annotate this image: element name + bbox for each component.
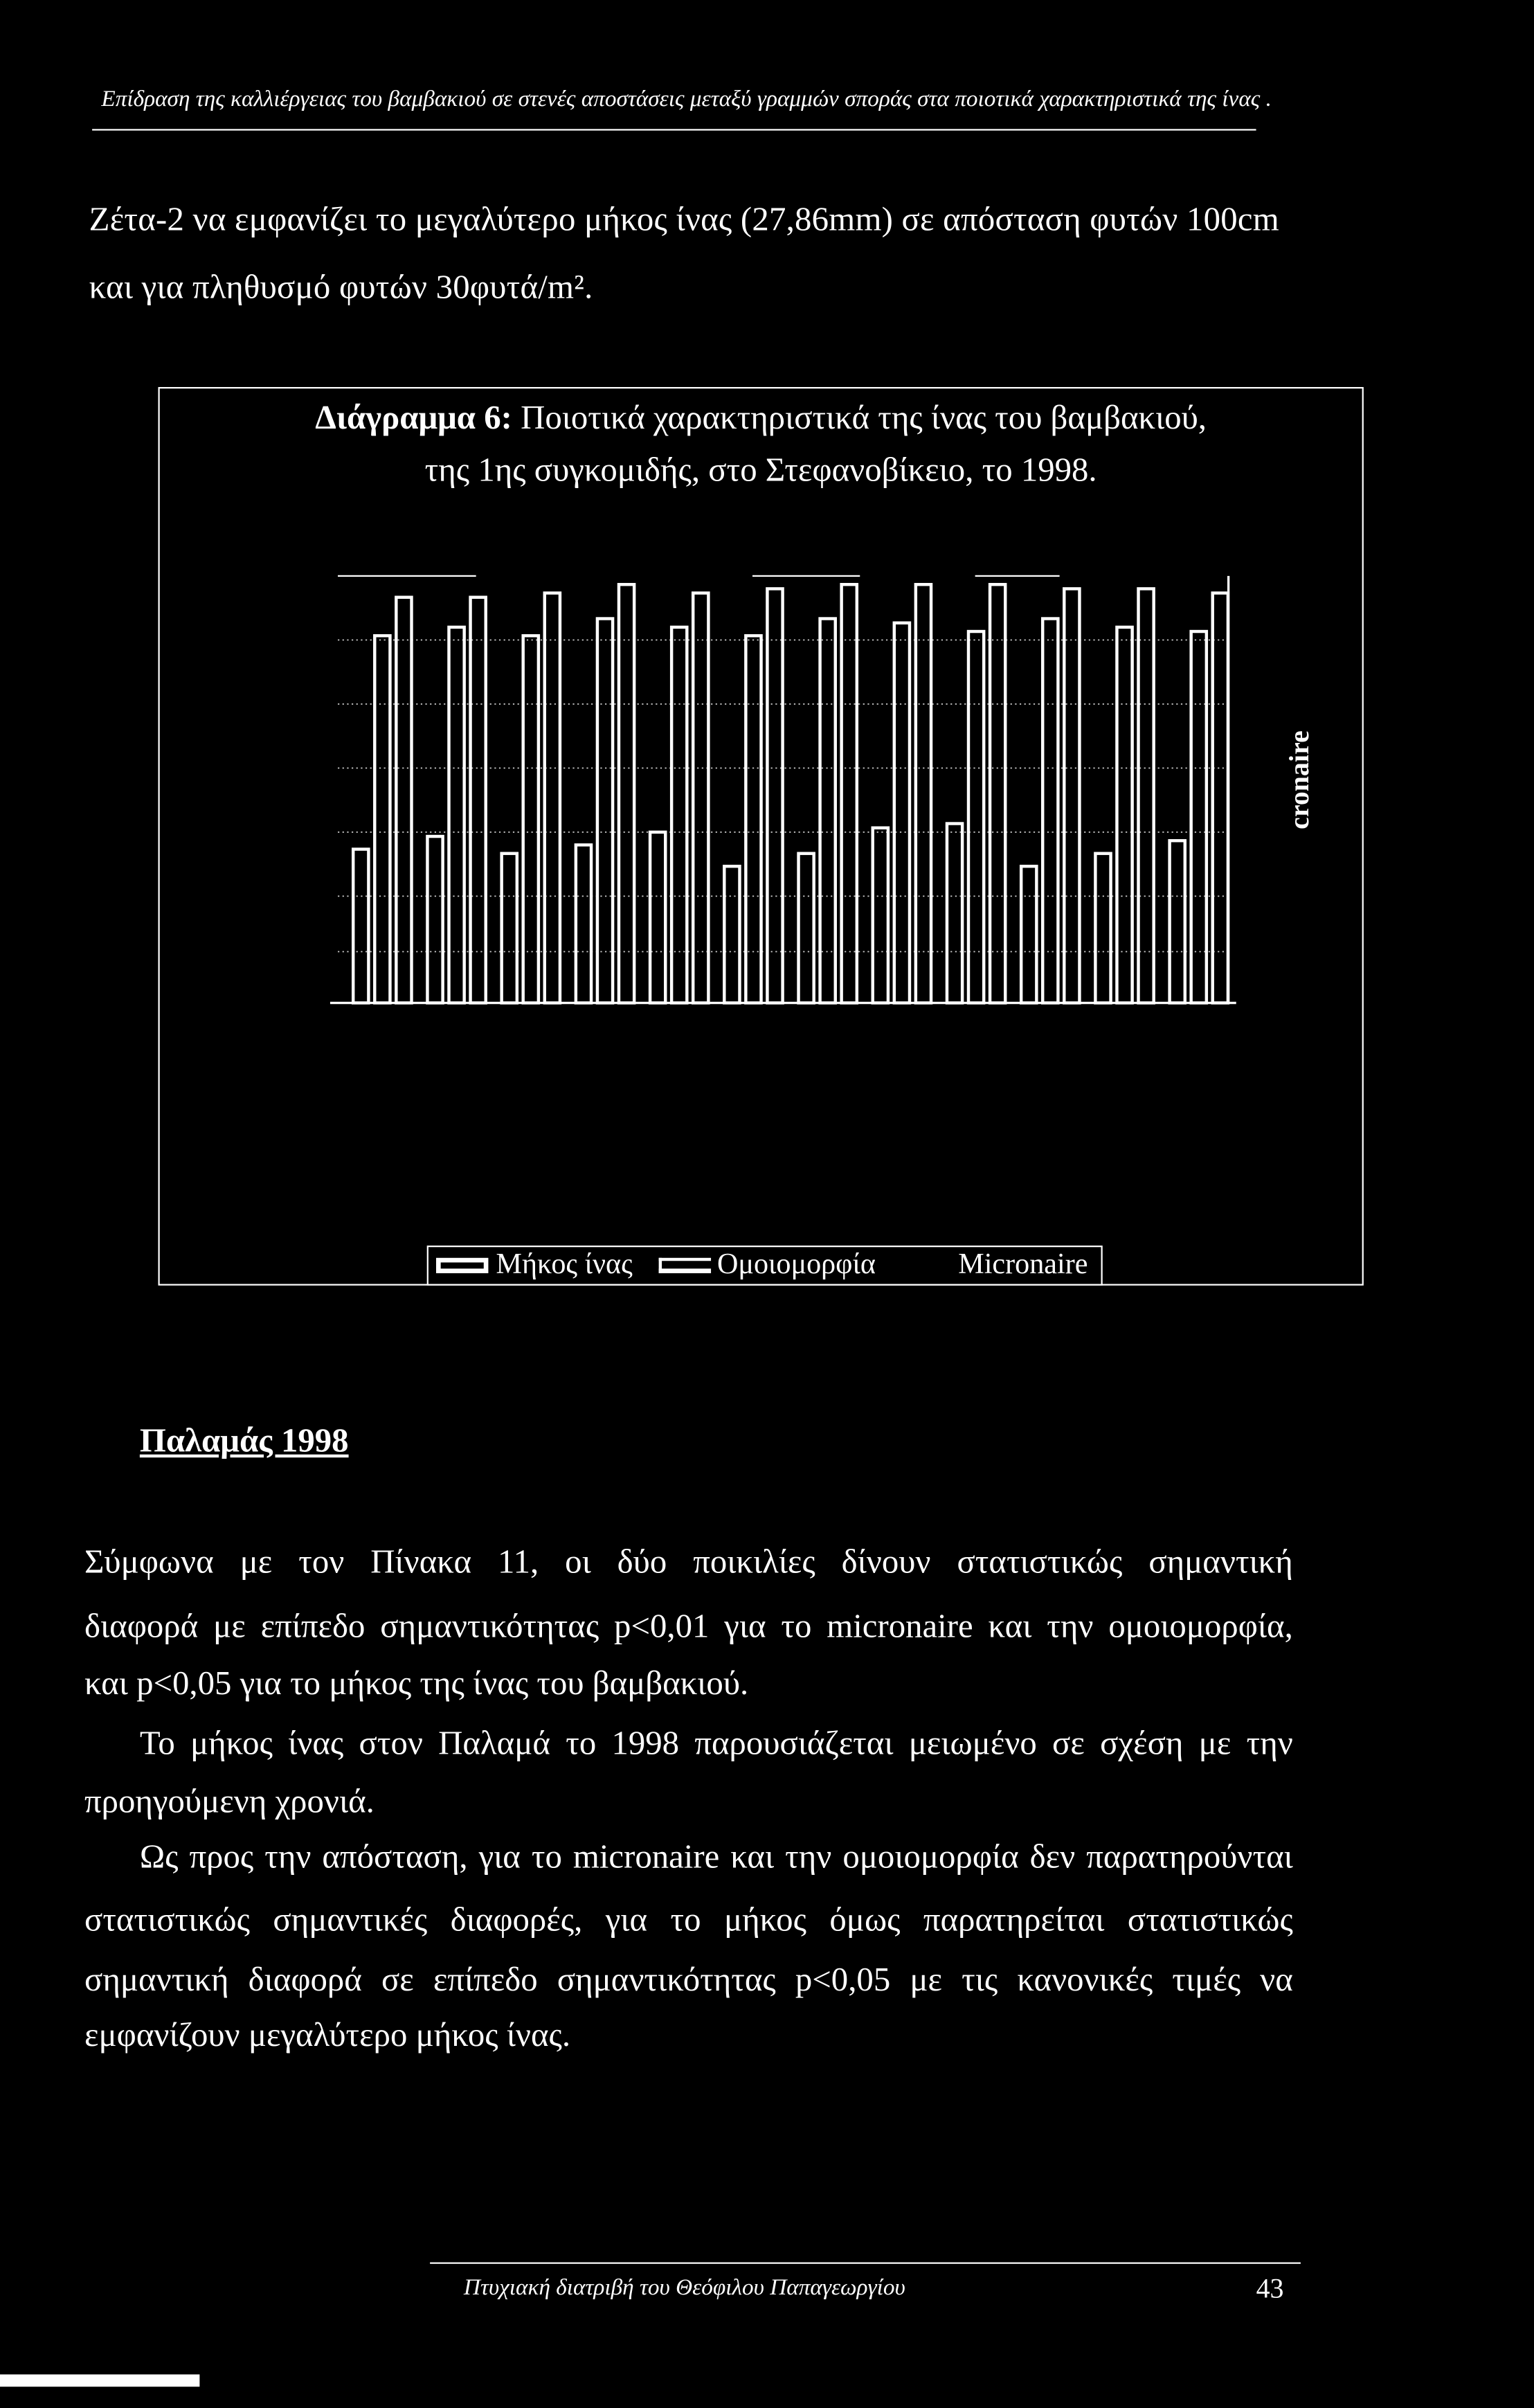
paragraph-1-line-1: Σύμφωνα με τον Πίνακα 11, οι δύο ποικιλίες δίνουν στατιστικώς σημαντική (84, 1542, 1293, 1581)
bar-0-0 (353, 850, 368, 1003)
chart-legend (427, 1246, 1103, 1286)
legend-label-micronaire: Micronaire (958, 1248, 1088, 1282)
paragraph-1-line-3: και p<0,05 για το μήκος της ίνας του βαμβακιού. (84, 1663, 749, 1702)
paragraph-1-line-2: διαφορά με επίπεδο σημαντικότητας p<0,01 για το micronaire και την ομοιομορφία, (84, 1606, 1293, 1645)
legend-swatch-length (436, 1258, 488, 1273)
bar-2-0 (396, 597, 411, 1003)
bar-1-10 (1117, 627, 1132, 1003)
bar-1-9 (1043, 619, 1058, 1003)
figure-title-line-2: της 1ης συγκομιδής, στο Στεφανοβίκειο, το 1998. (424, 449, 1097, 489)
bar-1-0 (375, 636, 390, 1003)
figure-title-label: Διάγραμμα 6: (315, 397, 512, 436)
bar-1-6 (820, 619, 836, 1003)
bar-1-11 (1191, 631, 1207, 1003)
scan-edge-mark (0, 2374, 199, 2387)
bar-2-8 (990, 584, 1005, 1003)
bar-2-1 (471, 597, 486, 1003)
bar-1-4 (671, 627, 687, 1003)
bar-0-3 (576, 845, 591, 1003)
bar-0-9 (1021, 866, 1036, 1003)
bar-2-6 (842, 584, 857, 1003)
bar-0-1 (427, 836, 442, 1003)
bar-1-7 (894, 623, 910, 1003)
bar-0-2 (502, 854, 517, 1003)
bar-0-11 (1170, 841, 1185, 1003)
footer-text: Πτυχιακή διατριβή του Θεόφιλου Παπαγεωργίου (463, 2276, 905, 2301)
legend-label-uniformity: Ομοιομορφία (716, 1248, 876, 1282)
paragraph-3-line-4: εμφανίζουν μεγαλύτερο μήκος ίνας. (84, 2015, 571, 2054)
paragraph-3-line-1: Ως προς την απόσταση, για το micronaire και την ομοιομορφία δεν παρατηρούνται (139, 1837, 1293, 1876)
legend-swatch-uniformity (659, 1258, 711, 1273)
bar-2-7 (916, 584, 931, 1003)
bar-2-9 (1064, 588, 1079, 1003)
bar-0-7 (873, 828, 888, 1003)
paragraph-2-line-1: Το μήκος ίνας στον Παλαμά το 1998 παρουσιάζεται μειωμένο σε σχέση με την (139, 1723, 1293, 1762)
bar-1-1 (449, 627, 464, 1003)
bar-0-8 (947, 824, 962, 1003)
paragraph-3-line-2: στατιστικώς σημαντικές διαφορές, για το μήκος όμως παρατηρείται στατιστικώς (84, 1900, 1293, 1939)
bar-0-5 (724, 866, 739, 1003)
footer-rule (430, 2263, 1301, 2264)
bar-2-4 (693, 593, 708, 1003)
y-axis-side-label: cronaire (1283, 730, 1315, 829)
running-header: Επίδραση της καλλιέργειας του βαμβακιού σε στενές αποστάσεις μεταξύ γραμμών σποράς στα ποιοτικά χαρακτηριστικά της ίνας . (101, 87, 1272, 112)
bar-1-5 (746, 636, 761, 1003)
bar-0-4 (650, 832, 665, 1003)
bar-1-8 (968, 631, 984, 1003)
figure-title-rest: Ποιοτικά χαρακτηριστικά της ίνας του βαμβακιού, (512, 397, 1207, 436)
section-heading: Παλαμάς 1998 (139, 1420, 349, 1459)
intro-line-1: Ζέτα-2 να εμφανίζει το μεγαλύτερο μήκος ίνας (27,86mm) σε απόσταση φυτών 100cm (89, 199, 1279, 238)
page-number: 43 (1256, 2273, 1284, 2304)
bar-2-3 (619, 584, 634, 1003)
bar-2-2 (545, 593, 560, 1003)
legend-label-length: Μήκος ίνας (496, 1248, 633, 1282)
paragraph-3-line-3: σημαντική διαφορά σε επίπεδο σημαντικότητας p<0,05 με τις κανονικές τιμές να (84, 1959, 1293, 1999)
bar-0-6 (799, 854, 814, 1003)
bar-0-10 (1095, 854, 1110, 1003)
bar-2-5 (767, 588, 782, 1003)
paragraph-2-line-2: προηγούμενη χρονιά. (84, 1781, 375, 1820)
bar-2-10 (1138, 588, 1153, 1003)
bar-1-3 (597, 619, 613, 1003)
bar-1-2 (523, 636, 539, 1003)
bar-2-11 (1213, 593, 1228, 1003)
intro-line-2: και για πληθυσμό φυτών 30φυτά/m². (89, 267, 593, 306)
